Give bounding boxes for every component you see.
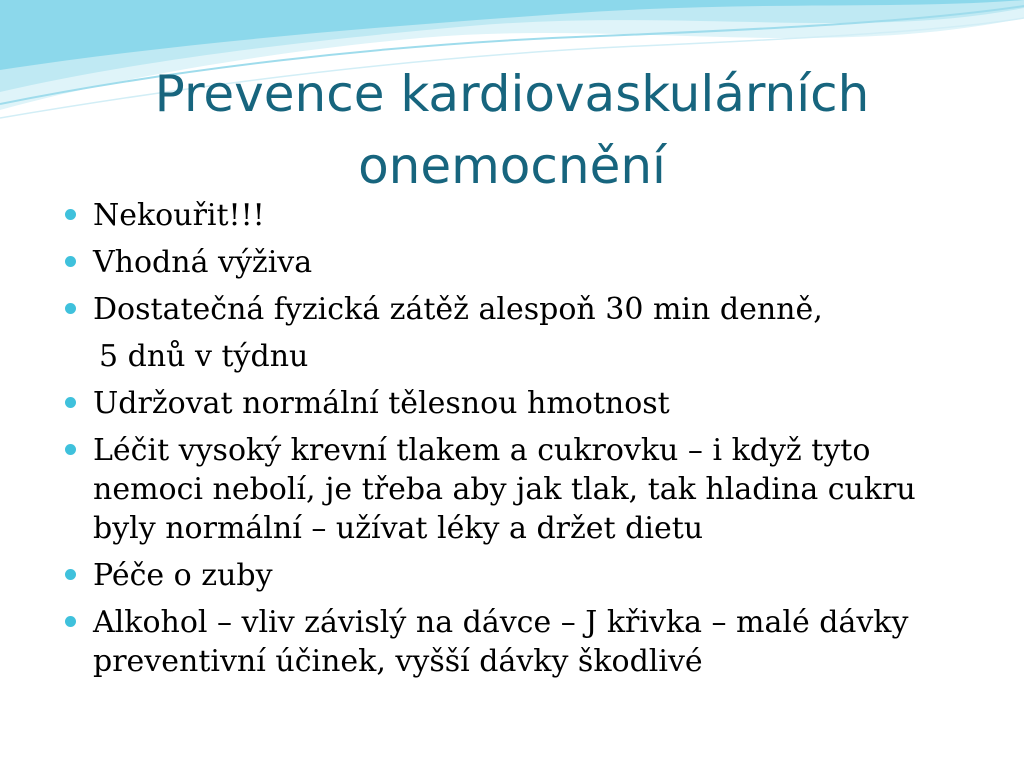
bullet-item <box>64 243 964 282</box>
bullet-dot-icon <box>65 303 76 314</box>
bullet-dot-icon <box>65 444 76 455</box>
bullet-dot-icon <box>65 397 76 408</box>
slide-title-line-1: Prevence kardiovaskulárních <box>154 65 870 123</box>
bullet-list <box>64 196 964 689</box>
bullet-text: Léčit vysoký krevní tlakem a cukrovku – i když tyto nemoci nebolí, je třeba aby jak tlak, tak hladina cukru byly normální – užívat léky a držet dietu <box>93 433 916 546</box>
bullet-dot-icon <box>65 209 76 220</box>
bullet-text: Dostatečná fyzická zátěž alespoň 30 min denně, <box>93 292 823 327</box>
bullet-text: Nekouřit!!! <box>93 198 265 233</box>
bullet-text: Péče o zuby <box>93 558 273 593</box>
bullet-continuation: 5 dnů v týdnu <box>99 339 309 374</box>
bullet-item <box>64 556 964 595</box>
bullet-dot-icon <box>65 616 76 627</box>
bullet-text: Vhodná výživa <box>93 245 313 280</box>
bullet-item <box>64 384 964 423</box>
bullet-text: Alkohol – vliv závislý na dávce – J křivka – malé dávky preventivní účinek, vyšší dávky škodlivé <box>93 605 909 679</box>
slide-title <box>60 58 964 202</box>
bullet-dot-icon <box>65 256 76 267</box>
bullet-item <box>64 290 964 329</box>
bullet-item <box>64 196 964 235</box>
slide-title-line-2: onemocnění <box>358 137 666 195</box>
bullet-item <box>64 431 964 548</box>
bullet-text: Udržovat normální tělesnou hmotnost <box>93 386 670 421</box>
bullet-item <box>64 603 964 681</box>
bullet-dot-icon <box>65 569 76 580</box>
